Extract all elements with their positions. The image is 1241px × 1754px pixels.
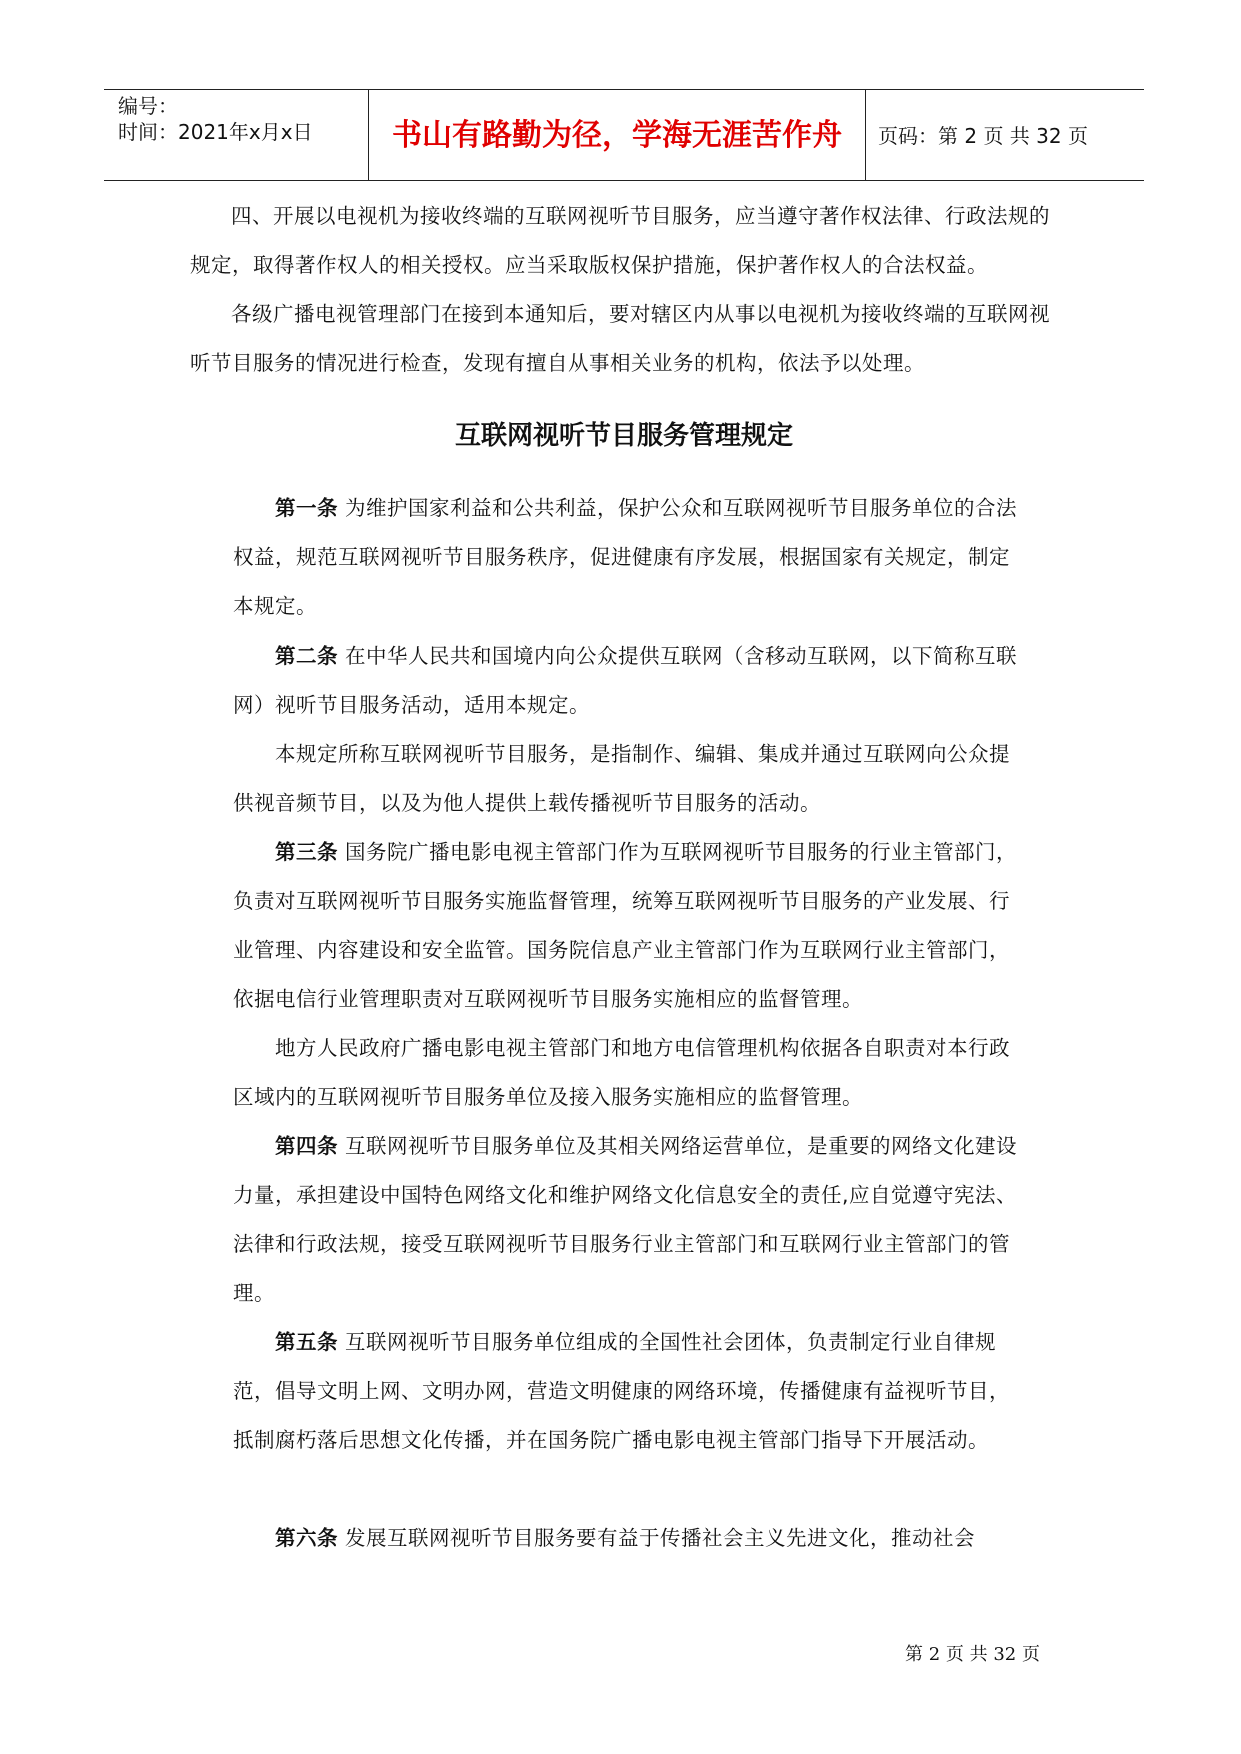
article-4 xyxy=(233,1122,1025,1318)
article-5-label: 第五条 xyxy=(275,1330,338,1354)
article-2-label: 第二条 xyxy=(275,644,338,668)
page-code: 页码：第 2 页 共 32 页 xyxy=(878,124,1088,148)
header-motto-cell xyxy=(368,90,866,180)
article-6-label: 第六条 xyxy=(275,1526,338,1550)
intro-paragraph-inspection: 各级广播电视管理部门在接到本通知后，要对辖区内从事以电视机为接收终端的互联网视听节目服务的情况进行检查，发现有擅自从事相关业务的机构，依法予以处理。 xyxy=(190,302,1050,375)
article-6-text: 发展互联网视听节目服务要有益于传播社会主义先进文化，推动社会 xyxy=(338,1526,976,1550)
article-2 xyxy=(233,632,1025,730)
time-label: 时间：2021年x月x日 xyxy=(118,120,313,144)
article-3 xyxy=(233,828,1025,1024)
article-3-label: 第三条 xyxy=(275,840,338,864)
article-4-label: 第四条 xyxy=(275,1134,338,1158)
article-5-text: 互联网视听节目服务单位组成的全国性社会团体，负责制定行业自律规范，倡导文明上网、文明办网，营造文明健康的网络环境，传播健康有益视听节目，抵制腐朽落后思想文化传播，并在国务院广播电影电视主管部门指导下开展活动。 xyxy=(233,1330,1010,1452)
header-right-cell xyxy=(866,90,1144,180)
article-2-text: 在中华人民共和国境内向公众提供互联网（含移动互联网，以下简称互联网）视听节目服务活动，适用本规定。 xyxy=(233,644,1018,717)
page-header xyxy=(104,89,1144,181)
article-3-paragraph-2: 地方人民政府广播电影电视主管部门和地方电信管理机构依据各自职责对本行政区域内的互联网视听节目服务单位及接入服务实施相应的监督管理。 xyxy=(233,1036,1010,1109)
article-3-text: 国务院广播电影电视主管部门作为互联网视听节目服务的行业主管部门，负责对互联网视听节目服务实施监督管理，统筹互联网视听节目服务的产业发展、行业管理、内容建设和安全监管。国务院信息产业主管部门作为互联网行业主管部门，依据电信行业管理职责对互联网视听节目服务实施相应的监督管理。 xyxy=(233,840,1018,1011)
article-1-text: 为维护国家利益和公共利益，保护公众和互联网视听节目服务单位的合法权益，规范互联网视听节目服务秩序，促进健康有序发展，根据国家有关规定，制定本规定。 xyxy=(233,496,1018,618)
number-label: 编号： xyxy=(118,94,178,118)
article-5 xyxy=(233,1318,1025,1465)
motto-text: 书山有路勤为径，学海无涯苦作舟 xyxy=(392,118,842,153)
article-6 xyxy=(233,1514,1025,1563)
intro-paragraph-4: 四、开展以电视机为接收终端的互联网视听节目服务，应当遵守著作权法律、行政法规的规定，取得著作权人的相关授权。应当采取版权保护措施，保护著作权人的合法权益。 xyxy=(190,204,1050,277)
document-title: 互联网视听节目服务管理规定 xyxy=(454,421,793,451)
article-1 xyxy=(233,484,1025,631)
article-1-label: 第一条 xyxy=(275,496,338,520)
header-left-cell xyxy=(104,90,368,180)
article-2-paragraph-2: 本规定所称互联网视听节目服务，是指制作、编辑、集成并通过互联网向公众提供视音频节目，以及为他人提供上载传播视听节目服务的活动。 xyxy=(233,742,1010,815)
article-4-text: 互联网视听节目服务单位及其相关网络运营单位，是重要的网络文化建设力量，承担建设中国特色网络文化和维护网络文化信息安全的责任,应自觉遵守宪法、法律和行政法规，接受互联网视听节目服务行业主管部门和互联网行业主管部门的管理。 xyxy=(233,1134,1018,1305)
page-footer: 第 2 页 共 32 页 xyxy=(905,1644,1040,1665)
